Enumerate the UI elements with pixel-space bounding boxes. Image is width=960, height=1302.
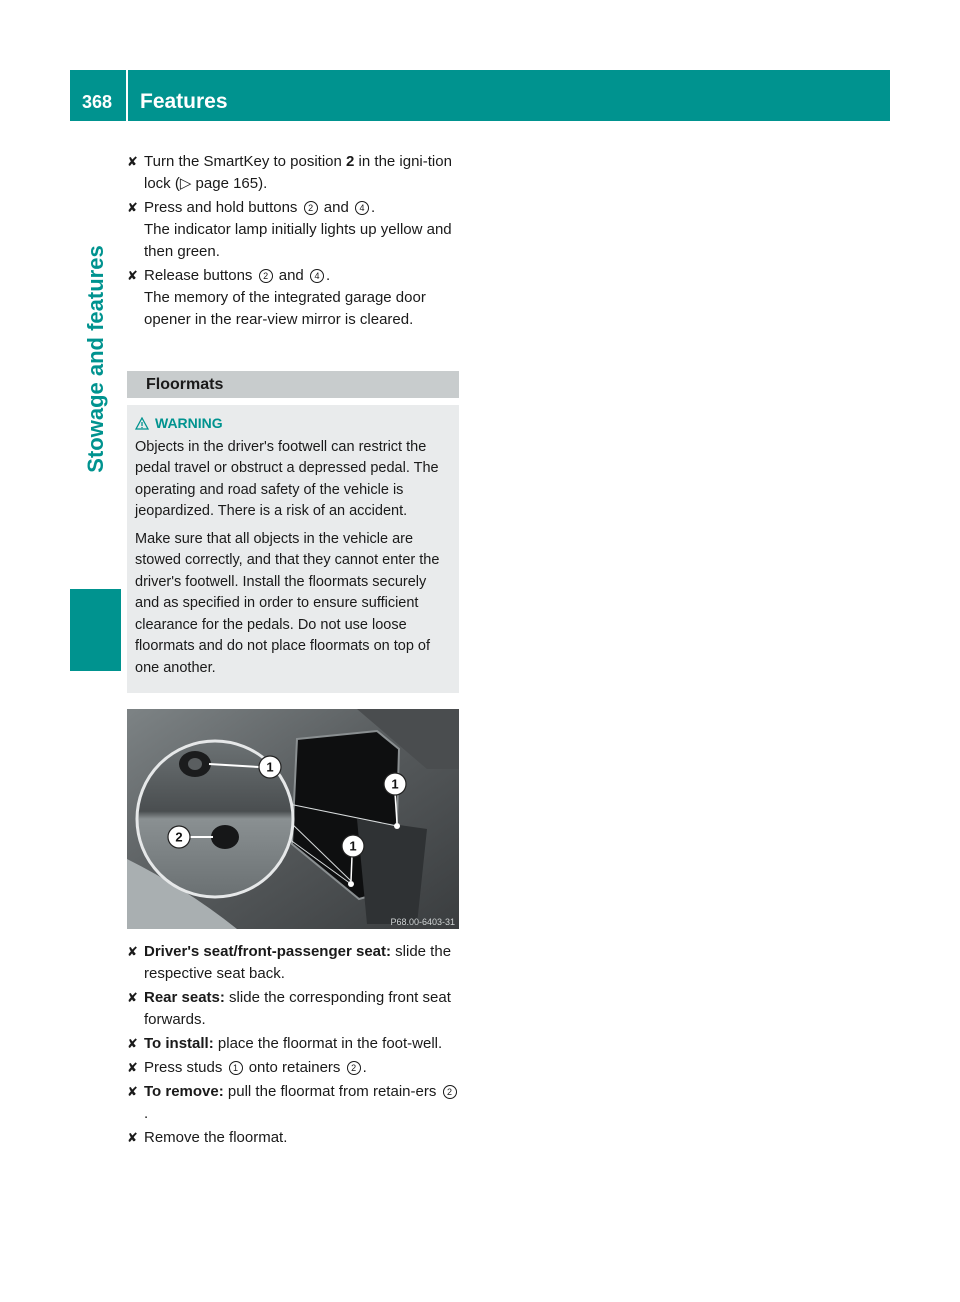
step-result: The indicator lamp initially lights up yellow and then green. xyxy=(144,221,452,260)
step-text: . xyxy=(370,199,376,216)
step-release xyxy=(127,265,459,331)
warning-paragraph: Objects in the driver's footwell can restrict the pedal travel or obstruct a depressed pedal. The operating and road safety of the vehicle is jeopardized. There is a risk of an accident. xyxy=(135,438,439,519)
section-heading-floormats: Floormats xyxy=(127,371,459,398)
step-text: place the floormat in the foot-well. xyxy=(213,1035,443,1052)
step-text: . xyxy=(325,267,331,284)
step-press-hold xyxy=(127,197,459,263)
callout-1-lens xyxy=(259,756,281,778)
callout-number: 1 xyxy=(229,1061,243,1075)
svg-text:1: 1 xyxy=(391,776,399,792)
step-text: and xyxy=(274,267,308,284)
step-bold: Rear seats: xyxy=(144,989,225,1006)
svg-text:1: 1 xyxy=(266,759,274,775)
step-bold: 2 xyxy=(346,153,355,170)
callout-number: 2 xyxy=(259,269,273,283)
side-tab-label: Stowage and features xyxy=(82,245,108,473)
step-text: slide the corresponding front seat forwards. xyxy=(144,989,451,1028)
step-arrow-icon: ✘ xyxy=(127,990,138,1005)
warning-title xyxy=(135,413,451,435)
step-text: slide the respective seat back. xyxy=(144,943,452,982)
side-tab-block xyxy=(70,589,121,671)
callout-number: 2 xyxy=(304,201,318,215)
figure-code: P68.00-6403-31 xyxy=(390,917,455,927)
step-bold: Driver's seat/front-passenger seat: xyxy=(144,943,391,960)
warning-paragraph: Make sure that all objects in the vehicle are stowed correctly, and that they cannot enter the driver's footwell. Install the floormats securely and as specified in order to ensure sufficient clearance for the pedals. Do not use loose floormats and do not place floormats on top of one another. xyxy=(135,530,440,676)
floormat-steps xyxy=(127,941,459,1149)
callout-1-top xyxy=(384,773,406,795)
step-press-studs xyxy=(127,1057,459,1079)
callout-number: 4 xyxy=(355,201,369,215)
step-text: and xyxy=(319,199,353,216)
step-arrow-icon: ✘ xyxy=(127,944,138,959)
section-title: Features xyxy=(140,90,228,113)
warning-box xyxy=(127,405,459,693)
step-arrow-icon: ✘ xyxy=(127,268,138,283)
svg-text:2: 2 xyxy=(175,829,183,845)
step-driver-seat xyxy=(127,941,459,985)
step-arrow-icon: ✘ xyxy=(127,1130,138,1145)
step-install xyxy=(127,1033,459,1055)
floormat-figure xyxy=(127,709,459,929)
step-arrow-icon: ✘ xyxy=(127,1084,138,1099)
step-remove-floormat xyxy=(127,1127,459,1149)
callout-2-lens xyxy=(168,826,190,848)
callout-number: 2 xyxy=(443,1085,457,1099)
main-content xyxy=(127,151,459,1151)
step-turn-smartkey xyxy=(127,151,459,195)
step-text: . xyxy=(144,1105,149,1122)
step-rear-seats xyxy=(127,987,459,1031)
side-tab xyxy=(70,124,121,594)
step-text: Turn the SmartKey to position xyxy=(144,153,347,170)
step-text: Press and hold buttons xyxy=(144,199,302,216)
callout-number: 4 xyxy=(310,269,324,283)
step-text: . xyxy=(362,1059,367,1076)
step-arrow-icon: ✘ xyxy=(127,200,138,215)
step-bold: To remove: xyxy=(144,1083,224,1100)
step-bold: To install: xyxy=(144,1035,214,1052)
step-text: pull the floormat from retain-ers xyxy=(223,1083,441,1100)
callout-number: 2 xyxy=(347,1061,361,1075)
step-text: Release buttons xyxy=(144,267,257,284)
callout-1-mid xyxy=(342,835,364,857)
step-text: in the igni-tion lock (▷ page 165). xyxy=(144,153,452,192)
warning-title-text: WARNING xyxy=(155,415,223,431)
svg-text:1: 1 xyxy=(349,838,357,854)
step-text: Press studs xyxy=(144,1059,227,1076)
step-text: Remove the floormat. xyxy=(144,1129,288,1146)
step-arrow-icon: ✘ xyxy=(127,1036,138,1051)
step-arrow-icon: ✘ xyxy=(127,154,138,169)
floormat-illustration xyxy=(127,709,459,929)
page-header xyxy=(70,70,890,121)
step-result: The memory of the integrated garage door opener in the rear-view mirror is cleared. xyxy=(144,289,426,328)
warning-icon xyxy=(135,417,149,430)
page-number: 368 xyxy=(82,92,113,112)
step-arrow-icon: ✘ xyxy=(127,1060,138,1075)
step-remove xyxy=(127,1081,459,1125)
header-divider xyxy=(126,70,128,121)
step-text: onto retainers xyxy=(244,1059,345,1076)
